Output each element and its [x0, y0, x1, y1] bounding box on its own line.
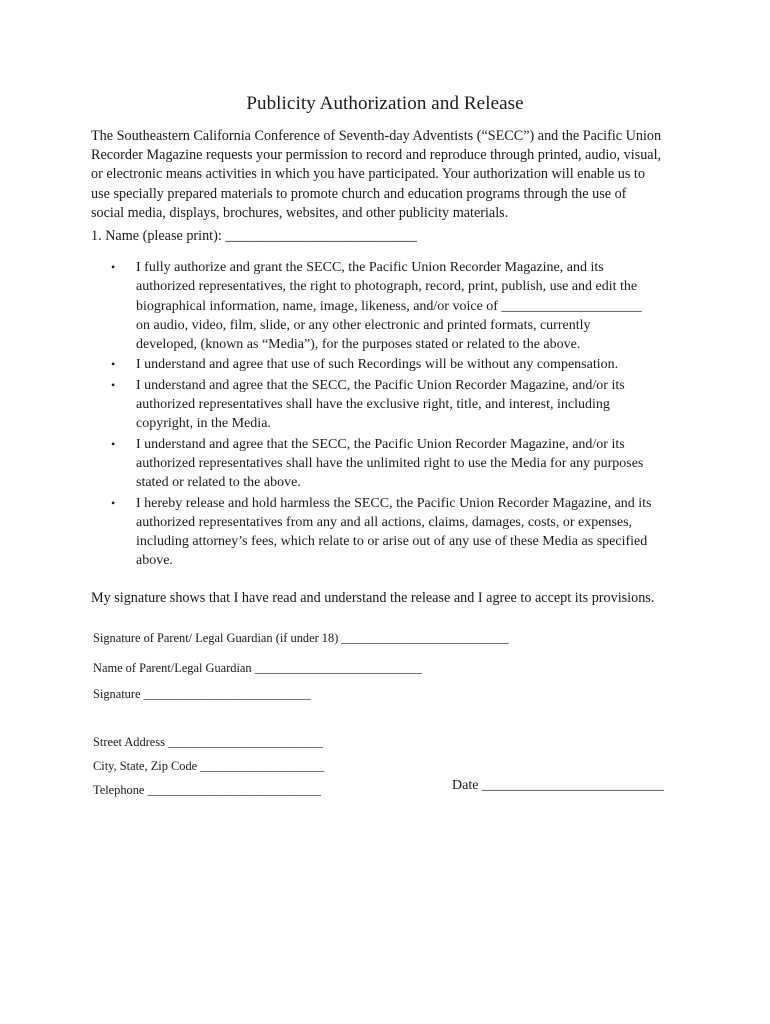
- list-item-line: I understand and agree that use of such Recordings will be without any compensation.: [136, 357, 619, 373]
- name-print-field[interactable]: 1. Name (please print): ___________________________: [91, 228, 417, 244]
- list-item-line: copyright, in the Media.: [136, 416, 271, 432]
- list-item-line: I understand and agree that the SECC, the Pacific Union Recorder Magazine, and/or its: [136, 377, 625, 393]
- intro-line: or electronic means activities in which you have participated. Your authorization will enable us to: [91, 166, 645, 183]
- list-item-line: I fully authorize and grant the SECC, the Pacific Union Recorder Magazine, and its: [136, 260, 604, 275]
- date-field[interactable]: Date __________________________: [452, 778, 664, 793]
- intro-line: Recorder Magazine requests your permission to record and reproduce through printed, audio, visual,: [91, 147, 662, 164]
- bullet-icon: •: [111, 377, 116, 392]
- list-item-line: including attorney’s fees, which relate to or arise out of any use of these Media as specified: [136, 534, 648, 550]
- acknowledgement-text: My signature shows that I have read and understand the release and I agree to accept its provisions.: [91, 590, 655, 606]
- list-item-line: I understand and agree that the SECC, the Pacific Union Recorder Magazine, and/or its: [136, 436, 625, 452]
- list-item-line: stated or related to the above.: [136, 475, 301, 491]
- list-item-line: authorized representatives shall have the exclusive right, title, and interest, including: [136, 397, 610, 413]
- list-item-line: authorized representatives shall have the unlimited right to use the Media for any purposes: [136, 455, 644, 471]
- list-item-line: biographical information, name, image, likeness, and/or voice of ____________________: [136, 298, 642, 314]
- list-item-line: on audio, video, film, slide, or any other electronic and printed formats, currently: [136, 317, 591, 333]
- telephone-field[interactable]: Telephone ____________________________: [93, 783, 321, 797]
- bullet-icon: •: [111, 357, 116, 372]
- list-item: [110, 258, 680, 354]
- intro-line: The Southeastern California Conference of Seventh-day Adventists (“SECC”) and the Pacific Union: [91, 128, 662, 144]
- list-item-line: above.: [136, 553, 173, 569]
- bullet-icon: •: [111, 260, 116, 274]
- street-address-field[interactable]: Street Address _________________________: [93, 735, 323, 749]
- list-item: [110, 435, 680, 493]
- intro-line: social media, displays, brochures, websites, and other publicity materials.: [91, 204, 509, 221]
- signature-field[interactable]: Signature ___________________________: [93, 687, 311, 701]
- list-item: [110, 355, 680, 374]
- city-state-zip-field[interactable]: City, State, Zip Code ____________________: [93, 759, 325, 773]
- list-item: [110, 494, 680, 571]
- page-title: Publicity Authorization and Release: [246, 93, 524, 114]
- bullet-icon: •: [111, 495, 116, 510]
- list-item-line: developed, (known as “Media”), for the purposes stated or related to the above.: [136, 337, 581, 353]
- bullet-icon: •: [111, 436, 116, 451]
- list-item-line: authorized representatives from any and all actions, claims, damages, costs, or expenses,: [136, 514, 633, 530]
- intro-paragraph: [91, 127, 691, 223]
- parent-name-field[interactable]: Name of Parent/Legal Guardian ___________________________: [93, 661, 422, 675]
- list-item-line: authorized representatives, the right to photograph, record, print, publish, use and edit the: [136, 279, 638, 295]
- list-item: [110, 376, 680, 434]
- release-terms-list: [110, 258, 680, 572]
- list-item-line: I hereby release and hold harmless the SECC, the Pacific Union Recorder Magazine, and its: [136, 495, 652, 511]
- intro-line: use specially prepared materials to promote church and education programs through the use of: [91, 185, 627, 202]
- parent-signature-field[interactable]: Signature of Parent/ Legal Guardian (if under 18) ___________________________: [93, 631, 509, 645]
